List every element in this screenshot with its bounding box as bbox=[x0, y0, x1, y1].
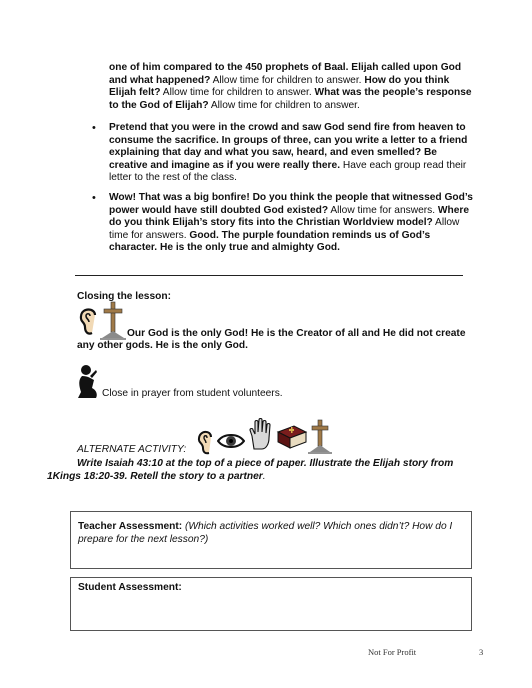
alternate-label bbox=[77, 444, 186, 457]
closing-statement bbox=[127, 328, 527, 341]
bullet-question: power would have still doubted God existed? bbox=[109, 204, 329, 216]
bullet-line: character. He is the only true and almighty God. bbox=[109, 242, 340, 254]
bible-icon bbox=[276, 424, 308, 450]
intro-instruction: Allow time for children to answer. bbox=[160, 87, 315, 99]
section-divider bbox=[75, 275, 463, 276]
bullet-instruction: Have each group read their bbox=[340, 159, 467, 171]
bullet-marker: • bbox=[92, 122, 96, 134]
bullet-discussion bbox=[109, 192, 509, 255]
alternate-line: 1Kings 18:20-39. Retell the story to a partner bbox=[47, 471, 263, 482]
bullet-question: Where bbox=[437, 204, 470, 216]
ear-icon bbox=[196, 428, 216, 456]
intro-line: one of him compared to the 450 prophets of Baal. Elijah called upon God bbox=[109, 62, 462, 73]
intro-question: How do you think bbox=[364, 74, 450, 86]
cross-icon bbox=[100, 300, 126, 340]
teacher-assessment-hint: prepare for the next lesson?) bbox=[78, 533, 209, 545]
bullet-activity-letter bbox=[109, 122, 509, 185]
bullet-instruction: time for answers. bbox=[109, 229, 190, 241]
footer-text: Not For Profit bbox=[368, 647, 417, 657]
bullet-line: Pretend that you were in the crowd and saw God send fire from heaven to bbox=[109, 122, 466, 133]
bullet-line: Good. The purple foundation reminds us of God’s bbox=[189, 229, 431, 241]
bullet-question: do you think Elijah’s story fits into the Christian Worldview model? bbox=[109, 217, 433, 229]
closing-statement-line: any other gods. He is the only God. bbox=[77, 340, 248, 351]
intro-instruction: Allow time for children to answer. bbox=[208, 99, 360, 111]
intro-paragraph bbox=[109, 62, 509, 112]
bullet-instruction: letter to the rest of the class. bbox=[109, 172, 237, 184]
ear-icon bbox=[77, 305, 101, 337]
alternate-instructions-cont bbox=[47, 471, 517, 484]
eye-icon bbox=[217, 432, 245, 450]
bullet-instruction: Allow bbox=[432, 217, 460, 229]
prayer-text: Close in prayer from student volunteers. bbox=[102, 388, 283, 399]
closing-heading-text: Closing the lesson: bbox=[77, 291, 171, 302]
alternate-line-end: . bbox=[262, 471, 266, 482]
intro-instruction: Allow time for children to answer. bbox=[210, 74, 365, 86]
intro-question: and what happened? bbox=[109, 74, 211, 86]
page-number: 3 bbox=[479, 647, 484, 657]
closing-statement-cont bbox=[77, 340, 517, 353]
bullet-marker: • bbox=[92, 192, 96, 204]
bullet-line: explaining that day and what you saw, heard, and even smelled? Be bbox=[109, 147, 437, 159]
closing-statement-line: Our God is the only God! He is the Creator of all and He did not create bbox=[127, 328, 466, 339]
teacher-assessment-hint: (Which activities worked well? Which ones didn’t? How do I bbox=[182, 521, 453, 532]
intro-question: to the God of Elijah? bbox=[109, 99, 209, 111]
cross-icon bbox=[308, 418, 332, 454]
alternate-instructions bbox=[77, 458, 527, 471]
teacher-assessment-box[interactable] bbox=[70, 511, 472, 569]
alternate-line: Write Isaiah 43:10 at the top of a piece of paper. Illustrate the Elijah story from bbox=[77, 458, 454, 469]
intro-question: What was the people’s response bbox=[314, 87, 472, 99]
alternate-label-text: ALTERNATE ACTIVITY: bbox=[77, 444, 187, 455]
intro-question: Elijah felt? bbox=[109, 87, 161, 99]
teacher-assessment-label: Teacher Assessment: bbox=[78, 521, 183, 532]
prayer-instruction bbox=[102, 388, 283, 401]
student-assessment-box[interactable] bbox=[70, 577, 472, 631]
bullet-line: creative and imagine as if you were really there. bbox=[109, 159, 341, 171]
student-assessment-label: Student Assessment: bbox=[78, 582, 182, 593]
hand-icon bbox=[248, 418, 274, 450]
bullet-instruction: Allow time for answers. bbox=[328, 204, 438, 216]
praying-child-icon bbox=[76, 364, 102, 400]
bullet-line: Wow! That was a big bonfire! Do you think the people that witnessed God’s bbox=[109, 192, 473, 203]
bullet-line: consume the sacrifice. In groups of three, can you write a letter to a friend bbox=[109, 134, 468, 146]
